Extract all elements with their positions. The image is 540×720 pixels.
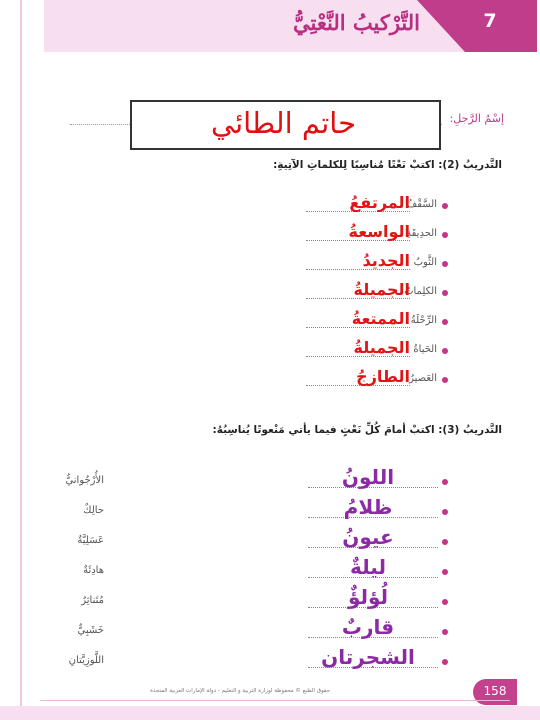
answer-text: قاربٌ bbox=[341, 615, 395, 639]
exercise2-row bbox=[0, 338, 540, 368]
bullet-icon bbox=[442, 509, 448, 515]
answer-text: لُؤلؤٌ bbox=[347, 585, 389, 609]
bullet-icon bbox=[442, 232, 448, 238]
exercise2-row bbox=[0, 280, 540, 310]
answer-text: ظلامُ bbox=[343, 495, 393, 519]
exercise2-row bbox=[0, 193, 540, 223]
answer-text: الجميلةُ bbox=[353, 338, 410, 357]
answer-text: الطازجُ bbox=[356, 367, 410, 386]
answer-text: الجديدُ bbox=[362, 251, 410, 270]
bullet-icon bbox=[442, 261, 448, 267]
name-answer-value: حاتم الطائي bbox=[210, 106, 357, 140]
prompt-word: خَشَبِيٌّ bbox=[77, 625, 104, 636]
prompt-word: العَصيرُ bbox=[409, 373, 437, 384]
bullet-icon bbox=[442, 599, 448, 605]
bullet-icon bbox=[442, 629, 448, 635]
bullet-icon bbox=[442, 203, 448, 209]
prompt-word: السَّقْفُ bbox=[406, 199, 437, 210]
answer-text: ليلةٌ bbox=[350, 555, 386, 579]
footer-band bbox=[0, 706, 540, 720]
exercise3-row bbox=[0, 645, 540, 679]
exercise2-row bbox=[0, 251, 540, 281]
bullet-icon bbox=[442, 479, 448, 485]
prompt-word: اللَّوزِيَّتانِ bbox=[68, 655, 104, 666]
prompt-word: الثَّوبُ bbox=[413, 257, 437, 268]
lesson-number: 7 bbox=[483, 10, 497, 32]
answer-text: الممتعةُ bbox=[351, 309, 410, 328]
prompt-word: الحدِيقَةِ bbox=[406, 228, 437, 239]
bullet-icon bbox=[442, 290, 448, 296]
exercise-3-title: التَّدريبُ (3): اكتبْ أمامَ كُلِّ نَعْتٍ فيما يأتي مَنْعوتًا يُناسِبُهُ: bbox=[212, 424, 502, 436]
name-label: إسْمُ الرَّجلِ: bbox=[449, 112, 504, 125]
prompt-word: الرِّحْلَةُ bbox=[410, 315, 437, 326]
prompt-word: مُتَناثِرٌ bbox=[81, 595, 104, 606]
prompt-word: الكلِماتُ bbox=[404, 286, 437, 297]
answer-text: اللونُ bbox=[341, 465, 395, 489]
answer-text: عيونُ bbox=[342, 525, 394, 549]
exercise-2-title: التَّدريبُ (2): اكتبْ نَعْتًا مُناسِبًا لِلكلماتِ الآتِيةِ: bbox=[273, 159, 502, 171]
exercise3-row bbox=[0, 495, 540, 529]
exercise2-row bbox=[0, 367, 540, 397]
exercise3-row bbox=[0, 555, 540, 589]
exercise2-row bbox=[0, 309, 540, 339]
answer-text: الجميلةُ bbox=[353, 280, 410, 299]
exercise2-row bbox=[0, 222, 540, 252]
answer-text: الواسعةُ bbox=[348, 222, 410, 241]
bullet-icon bbox=[442, 319, 448, 325]
prompt-word: هادِئَةٌ bbox=[83, 565, 104, 576]
prompt-word: الأُرْجُوانيُّ bbox=[65, 475, 104, 486]
answer-text: المرتفعُ bbox=[349, 193, 410, 212]
prompt-word: الحَياةُ bbox=[413, 344, 437, 355]
exercise3-row bbox=[0, 615, 540, 649]
bullet-icon bbox=[442, 348, 448, 354]
exercise3-row bbox=[0, 585, 540, 619]
page-number: 158 bbox=[483, 684, 507, 698]
bullet-icon bbox=[442, 659, 448, 665]
prompt-word: عَسَلِيَّةٌ bbox=[77, 535, 104, 546]
lesson-title: التَّرْكيبُ النَّعْتِيُّ bbox=[293, 10, 420, 35]
exercise3-row bbox=[0, 465, 540, 499]
bullet-icon bbox=[442, 377, 448, 383]
answer-text: الشجرتان bbox=[321, 645, 415, 669]
bullet-icon bbox=[442, 539, 448, 545]
footer-credit: حقوق الطبع © محفوظة لوزارة التربية و التعليم - دولة الإمارات العربية المتحدة bbox=[150, 688, 330, 694]
prompt-word: حالِكٌ bbox=[83, 505, 104, 516]
bullet-icon bbox=[442, 569, 448, 575]
footer-divider bbox=[40, 700, 510, 701]
exercise3-row bbox=[0, 525, 540, 559]
